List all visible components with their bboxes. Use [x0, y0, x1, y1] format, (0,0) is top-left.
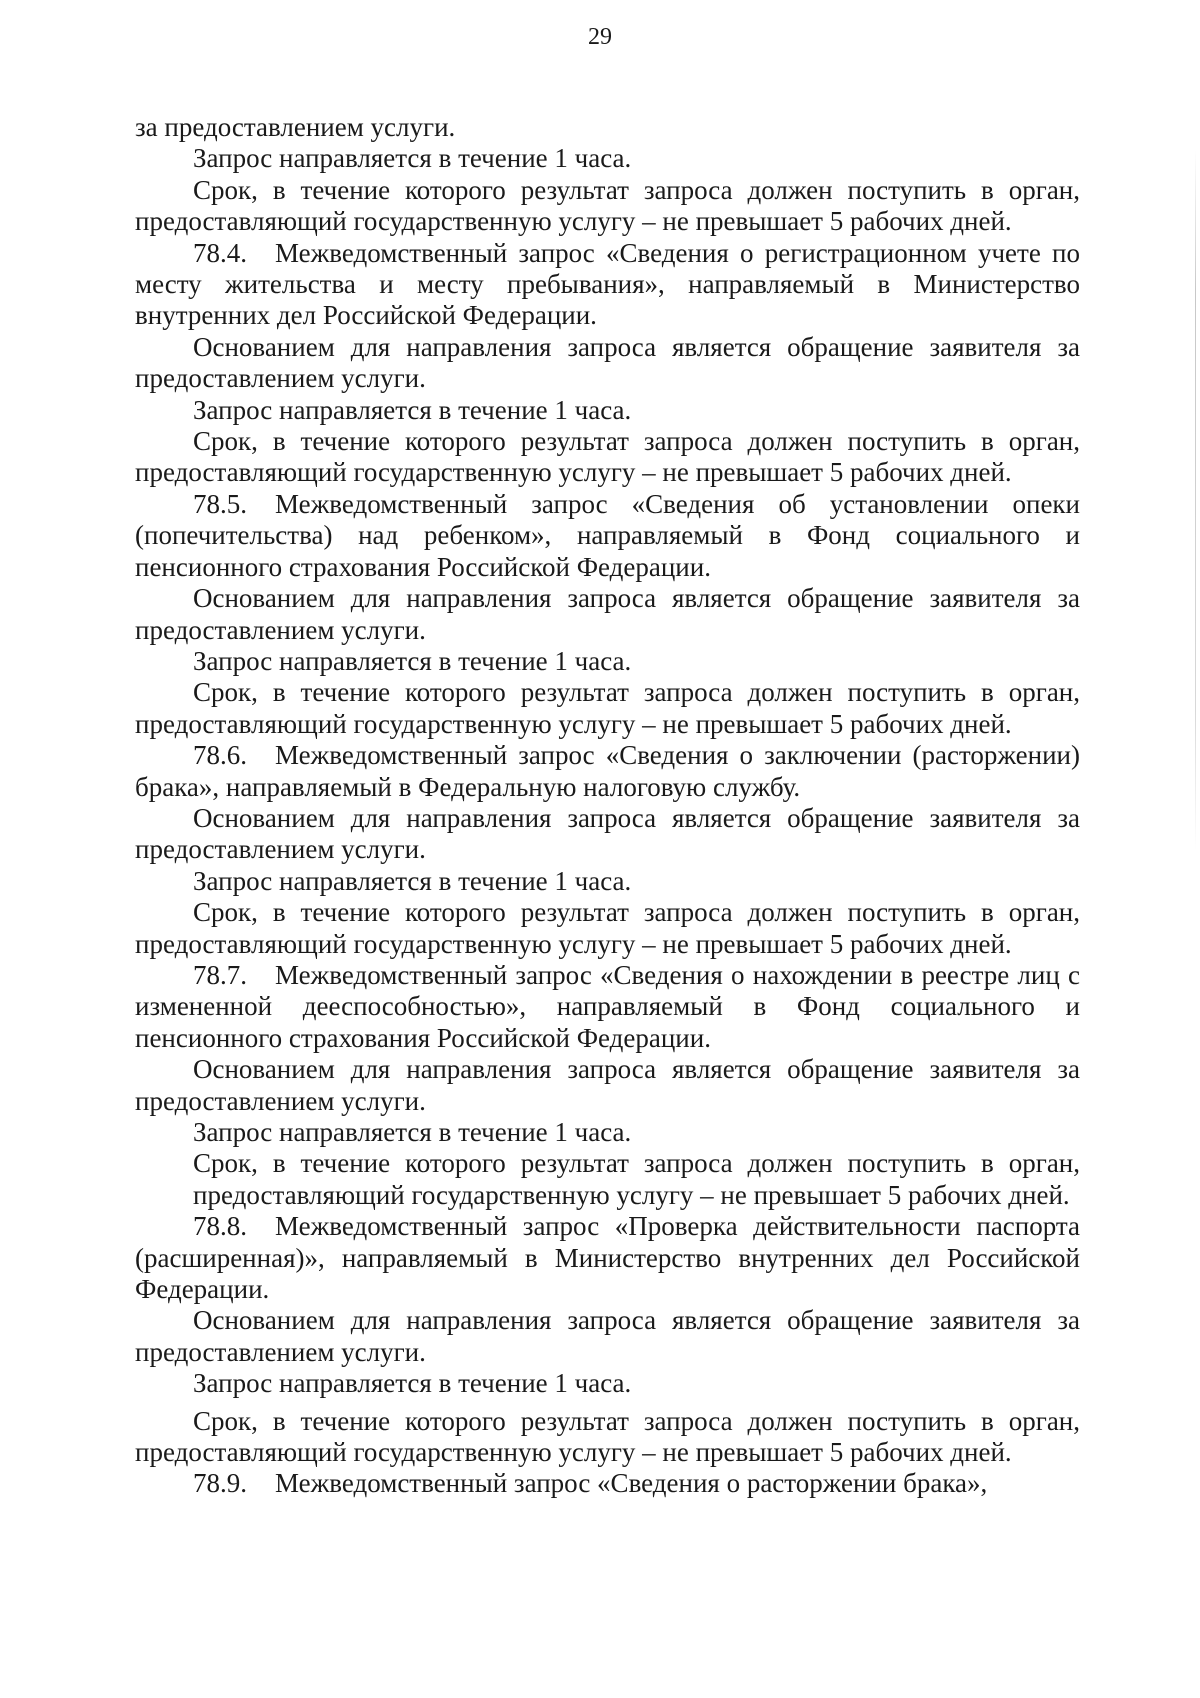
item-number: 78.7.: [193, 959, 247, 990]
paragraph: [135, 897, 1080, 960]
paragraph-text: Срок, в течение которого результат запроса должен поступить в орган, предоставляющий государственную услугу – не превышает 5 рабочих дней.: [193, 1148, 1080, 1210]
paragraph-text: Межведомственный запрос «Сведения о регистрационном учете по месту жительства и месту пребывания», направляемый в Министерство внутренних дел Российской Федерации.: [135, 237, 1080, 331]
paragraph-text: Основанием для направления запроса является обращение заявителя за предоставлением услуги.: [135, 331, 1080, 394]
paragraph: [135, 803, 1080, 866]
numbered-paragraph: [135, 960, 1080, 1054]
item-number: 78.5.: [193, 488, 247, 519]
paragraph: [135, 175, 1080, 238]
paragraph-text: Межведомственный запрос «Проверка действительности паспорта (расширенная)», направляемый в Министерство внутренних дел Российской Федерации.: [135, 1211, 1080, 1305]
paragraph: [135, 677, 1080, 740]
page-number: 29: [588, 24, 612, 50]
paragraph: [135, 1117, 1080, 1148]
paragraph-text: Межведомственный запрос «Сведения о нахождении в реестре лиц с измененной дееспособностью», направляемый в Фонд социального и пенсионного страхования Российской Федерации.: [135, 959, 1080, 1053]
paragraph-text: Межведомственный запрос «Сведения об установлении опеки (попечительства) над ребенком», направляемый в Фонд социального и пенсионного страхования Российской Федерации.: [135, 488, 1080, 582]
paragraph: [135, 143, 1080, 174]
paragraph: [135, 426, 1080, 489]
paragraph-text: Срок, в течение которого результат запроса должен поступить в орган, предоставляющий государственную услугу – не превышает 5 рабочих дней.: [135, 677, 1080, 739]
numbered-paragraph: [135, 489, 1080, 583]
scan-edge-line: [1195, 150, 1196, 850]
paragraph-text: Межведомственный запрос «Сведения о заключении (расторжении) брака», направляемый в Федеральную налоговую службу.: [135, 740, 1080, 802]
paragraph-text: Запрос направляется в течение 1 часа.: [193, 1368, 632, 1399]
paragraph-text: Срок, в течение которого результат запроса должен поступить в орган, предоставляющий государственную услугу – не превышает 5 рабочих дней.: [135, 897, 1080, 959]
paragraph: [135, 866, 1080, 897]
paragraph: [135, 1368, 1080, 1399]
paragraph: [135, 395, 1080, 426]
paragraph-text: Основанием для направления запроса является обращение заявителя за предоставлением услуги.: [135, 802, 1080, 865]
item-number: 78.8.: [193, 1211, 247, 1242]
numbered-paragraph: [135, 1211, 1080, 1305]
paragraph-text: Межведомственный запрос «Сведения о расторжении брака»,: [275, 1468, 988, 1499]
paragraph: [135, 112, 1080, 143]
item-number: 78.9.: [193, 1468, 247, 1499]
paragraph: [135, 1305, 1080, 1368]
paragraph-text: Основанием для направления запроса является обращение заявителя за предоставлением услуги.: [135, 1054, 1080, 1116]
paragraph: [135, 1406, 1080, 1469]
paragraph: [135, 332, 1080, 395]
item-number: 78.6.: [193, 740, 247, 771]
numbered-paragraph: [135, 1468, 1080, 1499]
item-number: 78.4.: [193, 237, 247, 268]
paragraph-text: Срок, в течение которого результат запроса должен поступить в орган, предоставляющий государственную услугу – не превышает 5 рабочих дней.: [135, 1405, 1080, 1468]
paragraph-text: Основанием для направления запроса является обращение заявителя за предоставлением услуги.: [135, 583, 1080, 645]
paragraph-text: Запрос направляется в течение 1 часа.: [193, 1117, 632, 1147]
document-body: [135, 112, 1080, 1500]
paragraph-text: за предоставлением услуги.: [135, 112, 456, 142]
paragraph-text: Срок, в течение которого результат запроса должен поступить в орган, предоставляющий государственную услугу – не превышает 5 рабочих дней.: [135, 174, 1080, 237]
paragraph: [135, 583, 1080, 646]
paragraph-text: Запрос направляется в течение 1 часа.: [193, 143, 632, 174]
paragraph-text: Запрос направляется в течение 1 часа.: [193, 865, 632, 896]
paragraph-text: Срок, в течение которого результат запроса должен поступить в орган, предоставляющий государственную услугу – не превышает 5 рабочих дней.: [135, 426, 1080, 488]
paragraph-text: Основанием для направления запроса является обращение заявителя за предоставлением услуги.: [135, 1305, 1080, 1367]
paragraph: [135, 1054, 1080, 1117]
paragraph: [135, 1148, 1080, 1211]
paragraph-text: Запрос направляется в течение 1 часа.: [193, 645, 632, 676]
paragraph-text: Запрос направляется в течение 1 часа.: [193, 394, 632, 425]
numbered-paragraph: [135, 740, 1080, 803]
numbered-paragraph: [135, 238, 1080, 332]
paragraph: [135, 646, 1080, 677]
